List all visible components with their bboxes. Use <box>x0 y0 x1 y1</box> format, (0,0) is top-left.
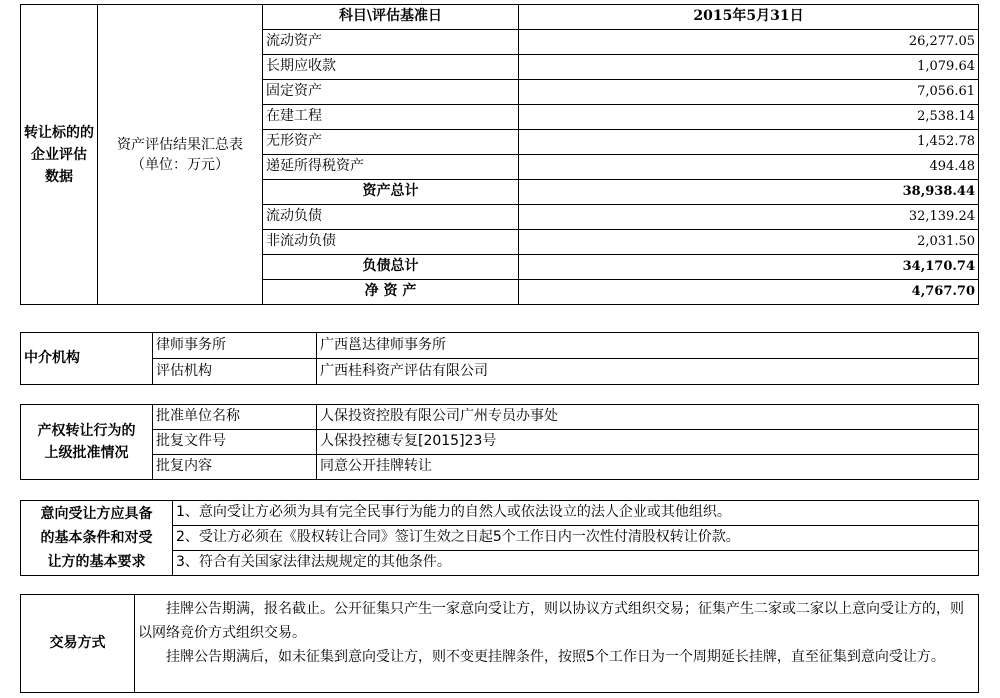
transferee-condition: 1、意向受让方必须为具有完全民事行为能力的自然人或依法设立的法人企业或其他组织。 <box>173 501 979 526</box>
approval-value: 同意公开挂牌转让 <box>317 455 979 480</box>
summary-table-label <box>98 5 263 305</box>
net-assets-label: 净 资 产 <box>263 280 519 305</box>
total-assets-value: 38,938.44 <box>519 180 979 205</box>
row-value: 2,031.50 <box>519 230 979 255</box>
row-label: 递延所得税资产 <box>263 155 519 180</box>
section-label-line: 企业评估 <box>31 146 87 163</box>
approval-value: 人保投资控股有限公司广州专员办事处 <box>317 405 979 430</box>
row-value: 1,452.78 <box>519 130 979 155</box>
approval-key: 批复文件号 <box>153 430 317 455</box>
valuation-section-label <box>21 5 98 305</box>
row-label: 长期应收款 <box>263 55 519 80</box>
transferee-label-line: 让方的基本要求 <box>47 554 146 570</box>
approval-value: 人保投控穗专复[2015]23号 <box>317 430 979 455</box>
row-label: 非流动负债 <box>263 230 519 255</box>
row-label: 无形资产 <box>263 130 519 155</box>
trading-table <box>20 594 979 693</box>
trading-label: 交易方式 <box>21 595 135 693</box>
intermediary-value: 广西邕达律师事务所 <box>317 333 979 359</box>
total-liabilities-value: 34,170.74 <box>519 255 979 280</box>
row-value: 1,079.64 <box>519 55 979 80</box>
row-value: 32,139.24 <box>519 205 979 230</box>
total-assets-label: 资产总计 <box>263 180 519 205</box>
approval-key: 批准单位名称 <box>153 405 317 430</box>
row-label: 固定资产 <box>263 80 519 105</box>
intermediary-label: 中介机构 <box>21 333 153 385</box>
intermediary-value: 广西桂科资产评估有限公司 <box>317 359 979 385</box>
transferee-condition: 3、符合有关国家法律法规规定的其他条件。 <box>173 551 979 576</box>
trading-paragraph: 挂牌公告期满后，如未征集到意向受让方，则不变更挂牌条件，按照5个工作日为一个周期延长挂牌，直至征集到意向受让方。 <box>166 649 945 665</box>
total-liabilities-label: 负债总计 <box>263 255 519 280</box>
row-label: 流动资产 <box>263 30 519 55</box>
intermediary-key: 律师事务所 <box>153 333 317 359</box>
row-value: 2,538.14 <box>519 105 979 130</box>
valuation-table <box>20 4 979 305</box>
net-assets-value: 4,767.70 <box>519 280 979 305</box>
transferee-condition: 2、受让方必须在《股权转让合同》签订生效之日起5个工作日内一次性付清股权转让价款。 <box>173 526 979 551</box>
row-label: 在建工程 <box>263 105 519 130</box>
approval-label-line: 产权转让行为的 <box>37 423 136 439</box>
transferee-table <box>20 500 979 576</box>
row-value: 494.48 <box>519 155 979 180</box>
transferee-label-line: 意向受让方应具备 <box>40 506 153 522</box>
summary-label-line: （单位：万元） <box>131 156 229 173</box>
trading-content <box>135 595 979 693</box>
row-label: 流动负债 <box>263 205 519 230</box>
approval-label-line: 上级批准情况 <box>44 445 129 461</box>
row-value: 26,277.05 <box>519 30 979 55</box>
trading-paragraph: 挂牌公告期满，报名截止。公开征集只产生一家意向受让方，则以协议方式组织交易；征集产生二家或二家以上意向受让方的，则以网络竞价方式组织交易。 <box>138 601 964 641</box>
approval-key: 批复内容 <box>153 455 317 480</box>
intermediary-key: 评估机构 <box>153 359 317 385</box>
summary-label-line: 资产评估结果汇总表 <box>117 136 243 153</box>
intermediary-table <box>20 332 979 385</box>
section-label-line: 数据 <box>45 168 73 185</box>
transferee-label <box>21 501 173 576</box>
row-value: 7,056.61 <box>519 80 979 105</box>
transferee-label-line: 的基本条件和对受 <box>40 530 153 546</box>
approval-table <box>20 404 979 480</box>
approval-label <box>21 405 153 480</box>
header-date: 2015年5月31日 <box>519 5 979 30</box>
header-item: 科目\评估基准日 <box>263 5 519 30</box>
section-label-line: 转让标的的 <box>24 124 94 141</box>
